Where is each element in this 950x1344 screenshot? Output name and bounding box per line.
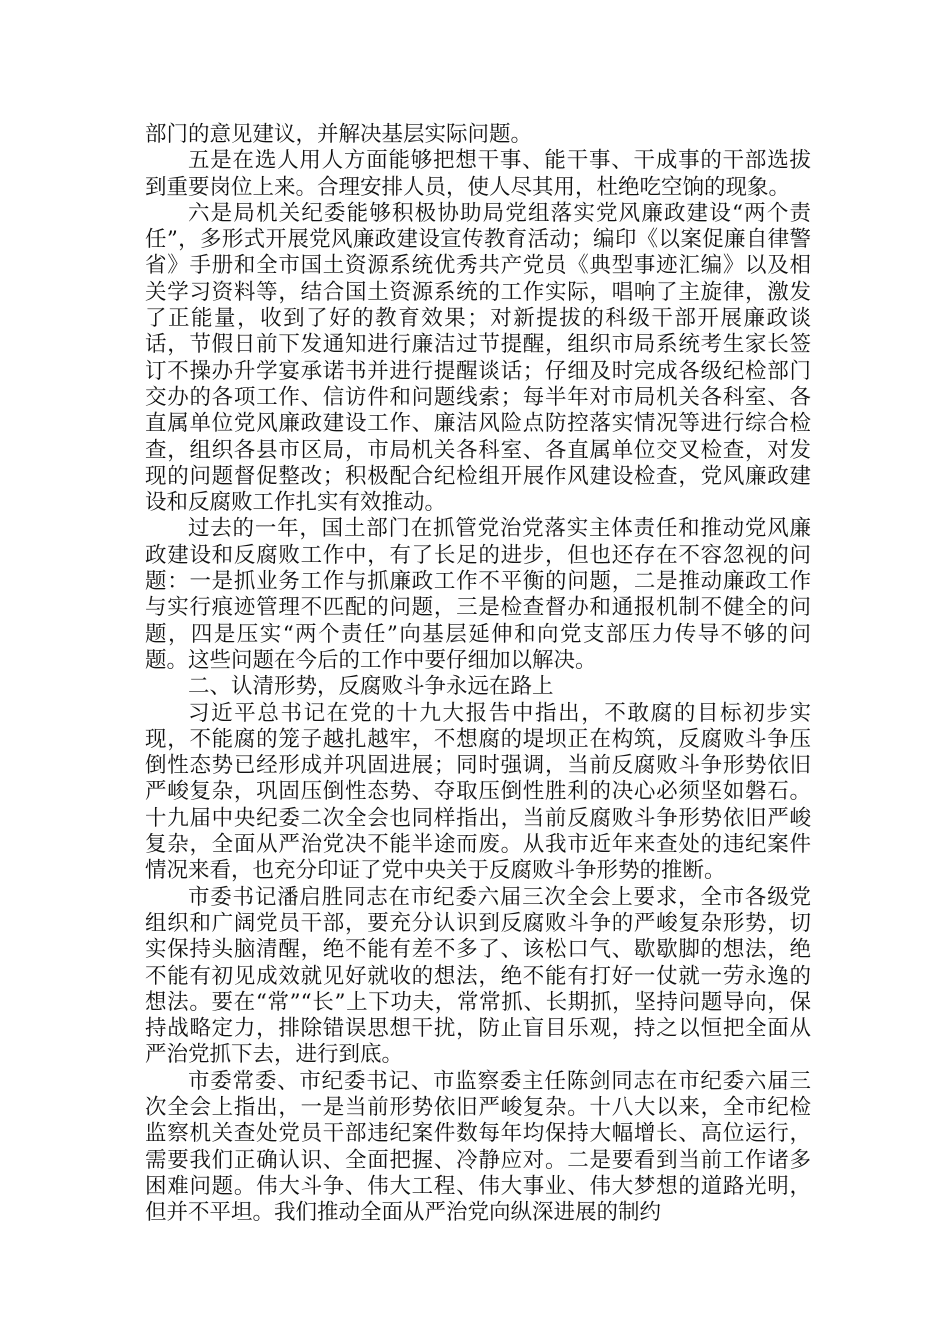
paragraph-continuation: 部门的意见建议，并解决基层实际问题。 [145, 122, 533, 147]
paragraph-discipline-secretary: 市委常委、市纪委书记、市监察委主任陈剑同志在市纪委六届三次全会上指出，一是当前形势依旧严峻复杂。十八大以来，全市纪检监察机关查处党员干部违纪案件数每年均保持大幅增长、高位运行，需要我们正确认识、全面把握、冷静应对。二是要看到当前工作诸多困难问题。伟大斗争、伟大工程、伟大事业、伟大梦想的道路光明，但并不平坦。我们推动全面从严治党向纵深进展的制约 [145, 1068, 811, 1226]
paragraph-past-year-summary: 过去的一年，国土部门在抓管党治党落实主体责任和推动党风廉政建设和反腐败工作中，有了长足的进步，但也还存在不容忽视的问题：一是抓业务工作与抓廉政工作不平衡的问题，二是推动廉政工作与实行痕迹管理不匹配的问题，三是检查督办和通报机制不健全的问题，四是压实“两个责任”向基层延伸和向党支部压力传导不够的问题。这些问题在今后的工作中要仔细加以解决。 [145, 516, 811, 673]
document-page [145, 122, 811, 1226]
paragraph-point-five: 五是在选人用人方面能够把想干事、能干事、干成事的干部选拔到重要岗位上来。合理安排人员，使人尽其用，杜绝吃空饷的现象。 [145, 148, 811, 200]
section-heading: 二、认清形势，反腐败斗争永远在路上 [188, 674, 554, 700]
paragraph-xi-report: 习近平总书记在党的十九大报告中指出，不敢腐的目标初步实现，不能腐的笼子越扎越牢，不想腐的堤坝正在构筑，反腐败斗争压倒性态势已经形成并巩固进展；同时强调，当前反腐败斗争形势依旧严峻复杂，巩固压倒性态势、夺取压倒性胜利的决心必须坚如磐石。十九届中央纪委二次全会也同样指出，当前反腐败斗争形势依旧严峻复杂，全面从严治党决不能半途而废。从我市近年来查处的违纪案件情况来看，也充分印证了党中央关于反腐败斗争形势的推断。 [145, 700, 811, 884]
paragraph-point-six: 六是局机关纪委能够积极协助局党组落实党风廉政建设“两个责任”，多形式开展党风廉政建设宣传教育活动；编印《以案促廉自律警省》手册和全市国土资源系统优秀共产党员《典型事迹汇编》以及相关学习资料等，结合国土资源系统的工作实际，唱响了主旋律，激发了正能量，收到了好的教育效果；对新提拔的科级干部开展廉政谈话，节假日前下发通知进行廉洁过节提醒，组织市局系统考生家长签订不操办升学宴承诺书并进行提醒谈话；仔细及时完成各级纪检部门交办的各项工作、信访件和问题线索；每半年对市局机关各科室、各直属单位党风廉政建设工作、廉洁风险点防控落实情况等进行综合检查，组织各县市区局，市局机关各科室、各直属单位交叉检查，对发现的问题督促整改；积极配合纪检组开展作风建设检查，党风廉政建设和反腐败工作扎实有效推动。 [145, 200, 811, 516]
paragraph-party-secretary: 市委书记潘启胜同志在市纪委六届三次全会上要求，全市各级党组织和广阔党员干部，要充分认识到反腐败斗争的严峻复杂形势，切实保持头脑清醒，绝不能有差不多了、该松口气、歇歇脚的想法，绝不能有初见成效就见好就收的想法，绝不能有打好一仗就一劳永逸的想法。要在“常”“长”上下功夫，常常抓、长期抓，坚持问题导向，保持战略定力，排除错误思想干扰，防止盲目乐观，持之以恒把全面从严治党抓下去，进行到底。 [145, 884, 811, 1068]
